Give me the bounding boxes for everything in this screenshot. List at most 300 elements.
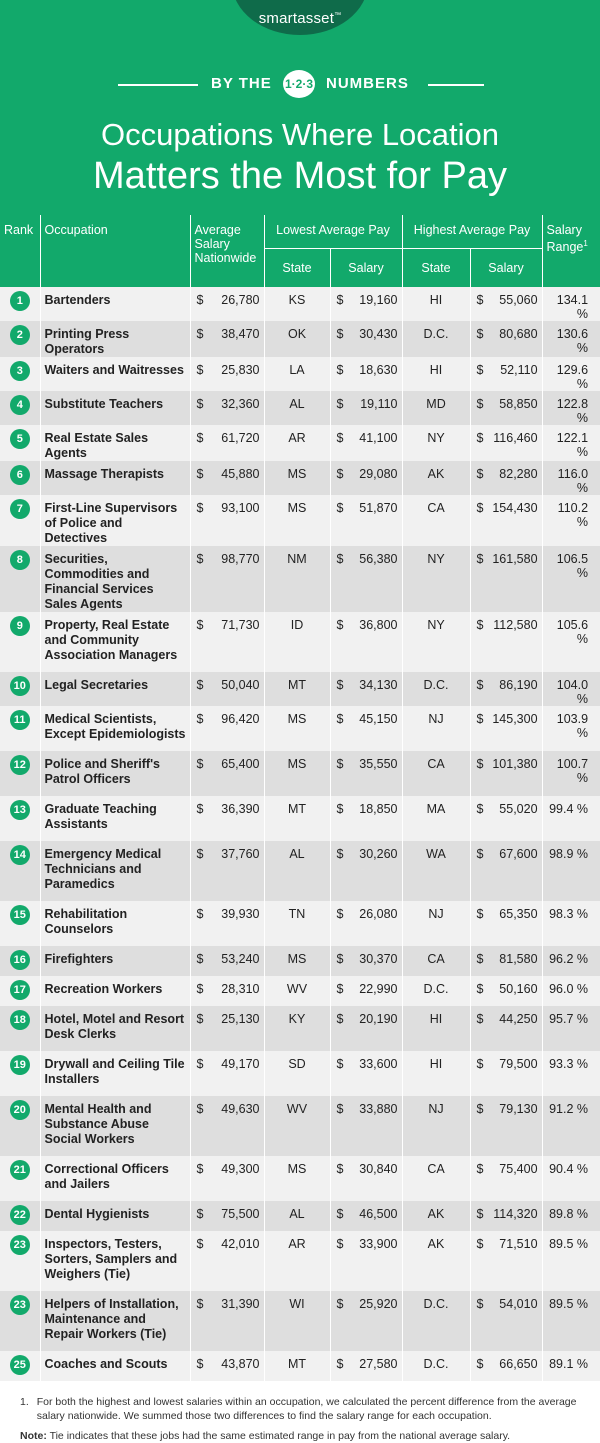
currency-symbol: $: [476, 430, 484, 445]
lowest-state-cell: MS: [264, 751, 330, 796]
highest-salary-cell-value: 82,280: [499, 466, 538, 481]
lowest-salary-cell: [330, 1231, 402, 1291]
lowest-salary-cell: [330, 946, 402, 976]
header-banner: [0, 0, 600, 215]
table-row: [0, 321, 600, 357]
highest-salary-cell: [470, 901, 542, 946]
lowest-state-cell: TN: [264, 901, 330, 946]
average-salary-cell-value: 25,130: [221, 1011, 260, 1026]
lowest-salary-cell-value: 33,900: [359, 1236, 398, 1251]
currency-symbol: $: [336, 1056, 344, 1071]
table-row: [0, 1291, 600, 1351]
lowest-salary-cell: [330, 1291, 402, 1351]
rank-cell: [0, 321, 40, 357]
lowest-salary-cell: [330, 1351, 402, 1381]
highest-salary-cell-value: 52,110: [500, 362, 538, 377]
rank-badge: 19: [10, 1055, 30, 1075]
highest-salary-cell: [470, 841, 542, 901]
lowest-salary-cell-value: 29,080: [359, 466, 398, 481]
lowest-salary-cell-value: 30,430: [359, 326, 398, 341]
lowest-salary-cell: [330, 287, 402, 321]
occupation-cell: Rehabilitation Counselors: [40, 901, 190, 946]
salary-range-cell: 110.2 %: [542, 495, 600, 546]
highest-salary-cell: [470, 1051, 542, 1096]
table-row: [0, 1231, 600, 1291]
table-row: [0, 841, 600, 901]
rank-badge: 11: [10, 710, 30, 730]
highest-salary-cell: [470, 672, 542, 706]
currency-symbol: $: [336, 756, 344, 771]
average-salary-cell-value: 71,730: [221, 617, 260, 632]
col-header-highest: Highest Average Pay: [402, 215, 542, 248]
highest-salary-cell-value: 44,250: [499, 1011, 538, 1026]
lowest-state-cell: MS: [264, 495, 330, 546]
table-body: [0, 287, 600, 1381]
average-salary-cell-value: 39,930: [221, 906, 260, 921]
currency-symbol: $: [336, 951, 344, 966]
salary-range-cell: 98.3 %: [542, 901, 600, 946]
currency-symbol: $: [476, 711, 484, 726]
table-row: [0, 751, 600, 796]
highest-salary-cell: [470, 391, 542, 425]
highest-salary-cell-value: 112,580: [493, 617, 538, 632]
currency-symbol: $: [336, 362, 344, 377]
rank-cell: [0, 1201, 40, 1231]
average-salary-cell-value: 49,300: [221, 1161, 260, 1176]
highest-salary-cell: [470, 461, 542, 495]
currency-symbol: $: [336, 396, 344, 411]
col-header-high-salary: Salary: [470, 248, 542, 287]
currency-symbol: $: [196, 396, 204, 411]
highest-salary-cell-value: 66,650: [499, 1356, 538, 1371]
currency-symbol: $: [336, 500, 344, 515]
rank-badge: 1: [10, 291, 30, 311]
lowest-salary-cell: [330, 672, 402, 706]
lowest-salary-cell: [330, 1156, 402, 1201]
currency-symbol: $: [476, 1296, 484, 1311]
rank-cell: [0, 546, 40, 612]
salary-range-cell: 89.5 %: [542, 1291, 600, 1351]
occupation-cell: Recreation Workers: [40, 976, 190, 1006]
lowest-state-cell: SD: [264, 1051, 330, 1096]
currency-symbol: $: [476, 677, 484, 692]
salary-range-cell: 98.9 %: [542, 841, 600, 901]
currency-symbol: $: [196, 846, 204, 861]
lowest-state-cell: KY: [264, 1006, 330, 1051]
lowest-salary-cell-value: 19,160: [359, 292, 398, 307]
table-row: [0, 357, 600, 391]
salary-range-cell: 89.8 %: [542, 1201, 600, 1231]
table-row: [0, 1201, 600, 1231]
average-salary-cell: [190, 461, 264, 495]
lowest-salary-cell-value: 30,260: [359, 846, 398, 861]
currency-symbol: $: [476, 1011, 484, 1026]
rank-cell: [0, 901, 40, 946]
occupation-cell: Dental Hygienists: [40, 1201, 190, 1231]
currency-symbol: $: [476, 362, 484, 377]
table-row: [0, 425, 600, 461]
currency-symbol: $: [196, 466, 204, 481]
highest-state-cell: CA: [402, 946, 470, 976]
highest-state-cell: CA: [402, 751, 470, 796]
currency-symbol: $: [336, 292, 344, 307]
currency-symbol: $: [476, 1101, 484, 1116]
highest-salary-cell-value: 65,350: [499, 906, 538, 921]
currency-symbol: $: [476, 756, 484, 771]
table-row: [0, 1006, 600, 1051]
salary-range-cell: 106.5 %: [542, 546, 600, 612]
currency-symbol: $: [196, 1011, 204, 1026]
highest-state-cell: D.C.: [402, 1351, 470, 1381]
rank-badge: 8: [10, 550, 30, 570]
col-header-range: [542, 215, 600, 287]
average-salary-cell-value: 93,100: [221, 500, 260, 515]
salary-range-cell: 89.5 %: [542, 1231, 600, 1291]
highest-salary-cell-value: 54,010: [499, 1296, 538, 1311]
currency-symbol: $: [336, 846, 344, 861]
lowest-salary-cell-value: 30,840: [359, 1161, 398, 1176]
currency-symbol: $: [476, 466, 484, 481]
table-row: [0, 706, 600, 751]
highest-state-cell: AK: [402, 1201, 470, 1231]
rank-cell: [0, 357, 40, 391]
lowest-salary-cell-value: 27,580: [359, 1356, 398, 1371]
lowest-salary-cell: [330, 1006, 402, 1051]
highest-state-cell: WA: [402, 841, 470, 901]
highest-salary-cell-value: 58,850: [499, 396, 538, 411]
highest-state-cell: D.C.: [402, 1291, 470, 1351]
badge-left-text: BY THE: [211, 75, 272, 92]
currency-symbol: $: [336, 711, 344, 726]
occupation-cell: Medical Scientists, Except Epidemiologists: [40, 706, 190, 751]
salary-range-cell: 93.3 %: [542, 1051, 600, 1096]
currency-symbol: $: [476, 1236, 484, 1251]
highest-salary-cell: [470, 1156, 542, 1201]
rank-cell: [0, 1231, 40, 1291]
table-row: [0, 461, 600, 495]
average-salary-cell: [190, 1006, 264, 1051]
brand-logo[interactable]: [0, 10, 600, 27]
average-salary-cell-value: 49,630: [221, 1101, 260, 1116]
footnote-text: For both the highest and lowest salaries within an occupation, we calculated the percent difference from the average salary nationwide. We summed those two differences to find the salary range for each occupation.: [36, 1395, 577, 1422]
highest-salary-cell: [470, 1096, 542, 1156]
rank-cell: [0, 706, 40, 751]
average-salary-cell: [190, 495, 264, 546]
average-salary-cell: [190, 1096, 264, 1156]
salary-range-cell: 100.7 %: [542, 751, 600, 796]
average-salary-cell-value: 31,390: [221, 1296, 260, 1311]
currency-symbol: $: [336, 906, 344, 921]
highest-salary-cell-value: 145,300: [492, 711, 538, 726]
highest-state-cell: HI: [402, 287, 470, 321]
highest-state-cell: D.C.: [402, 976, 470, 1006]
highest-state-cell: HI: [402, 357, 470, 391]
average-salary-cell-value: 45,880: [221, 466, 260, 481]
lowest-state-cell: AL: [264, 391, 330, 425]
highest-salary-cell: [470, 796, 542, 841]
currency-symbol: $: [336, 1236, 344, 1251]
occupation-cell: Coaches and Scouts: [40, 1351, 190, 1381]
table-row: [0, 976, 600, 1006]
average-salary-cell: [190, 796, 264, 841]
currency-symbol: $: [196, 1206, 204, 1221]
average-salary-cell-value: 49,170: [221, 1056, 260, 1071]
currency-symbol: $: [196, 951, 204, 966]
rank-badge: 23: [10, 1235, 30, 1255]
lowest-salary-cell: [330, 706, 402, 751]
highest-state-cell: HI: [402, 1006, 470, 1051]
currency-symbol: $: [476, 551, 484, 566]
currency-symbol: $: [196, 1236, 204, 1251]
currency-symbol: $: [196, 1296, 204, 1311]
col-header-range-sup: 1: [583, 239, 588, 248]
lowest-salary-cell-value: 25,920: [359, 1296, 398, 1311]
average-salary-cell: [190, 841, 264, 901]
average-salary-cell: [190, 946, 264, 976]
table-row: [0, 391, 600, 425]
currency-symbol: $: [336, 430, 344, 445]
average-salary-cell-value: 96,420: [221, 711, 260, 726]
currency-symbol: $: [196, 326, 204, 341]
occupation-cell: Hotel, Motel and Resort Desk Clerks: [40, 1006, 190, 1051]
lowest-salary-cell-value: 45,150: [359, 711, 398, 726]
currency-symbol: $: [336, 1206, 344, 1221]
lowest-salary-cell-value: 30,370: [359, 951, 398, 966]
currency-symbol: $: [196, 906, 204, 921]
occupation-cell: Substitute Teachers: [40, 391, 190, 425]
average-salary-cell: [190, 1156, 264, 1201]
currency-symbol: $: [196, 617, 204, 632]
lowest-salary-cell: [330, 357, 402, 391]
average-salary-cell-value: 65,400: [221, 756, 260, 771]
occupation-cell: Police and Sheriff's Patrol Officers: [40, 751, 190, 796]
average-salary-cell-value: 38,470: [221, 326, 260, 341]
badge-line-left: [118, 84, 198, 86]
lowest-state-cell: KS: [264, 287, 330, 321]
highest-salary-cell: [470, 425, 542, 461]
lowest-salary-cell: [330, 461, 402, 495]
table-row: [0, 946, 600, 976]
highest-salary-cell-value: 50,160: [499, 981, 538, 996]
currency-symbol: $: [476, 1161, 484, 1176]
lowest-salary-cell: [330, 425, 402, 461]
average-salary-cell-value: 53,240: [221, 951, 260, 966]
rank-cell: [0, 976, 40, 1006]
average-salary-cell: [190, 1201, 264, 1231]
highest-salary-cell-value: 114,320: [493, 1206, 538, 1221]
average-salary-cell: [190, 425, 264, 461]
currency-symbol: $: [196, 362, 204, 377]
lowest-salary-cell: [330, 1051, 402, 1096]
highest-salary-cell: [470, 287, 542, 321]
lowest-salary-cell: [330, 976, 402, 1006]
salary-range-cell: 90.4 %: [542, 1156, 600, 1201]
tie-note: [20, 1429, 580, 1443]
highest-salary-cell: [470, 1351, 542, 1381]
currency-symbol: $: [196, 500, 204, 515]
lowest-salary-cell-value: 56,380: [359, 551, 398, 566]
rank-badge: 20: [10, 1100, 30, 1120]
lowest-state-cell: MT: [264, 796, 330, 841]
salary-range-cell: 103.9 %: [542, 706, 600, 751]
salary-range-cell: 122.1 %: [542, 425, 600, 461]
currency-symbol: $: [476, 326, 484, 341]
lowest-salary-cell: [330, 841, 402, 901]
average-salary-cell-value: 37,760: [221, 846, 260, 861]
table-row: [0, 1351, 600, 1381]
highest-state-cell: AK: [402, 1231, 470, 1291]
rank-cell: [0, 841, 40, 901]
rank-badge: 21: [10, 1160, 30, 1180]
currency-symbol: $: [196, 430, 204, 445]
lowest-state-cell: MS: [264, 461, 330, 495]
currency-symbol: $: [336, 326, 344, 341]
lowest-salary-cell-value: 46,500: [359, 1206, 398, 1221]
rank-badge: 13: [10, 800, 30, 820]
lowest-salary-cell-value: 34,130: [359, 677, 398, 692]
highest-state-cell: CA: [402, 495, 470, 546]
lowest-salary-cell: [330, 391, 402, 425]
currency-symbol: $: [336, 617, 344, 632]
rank-badge: 14: [10, 845, 30, 865]
currency-symbol: $: [196, 292, 204, 307]
lowest-state-cell: NM: [264, 546, 330, 612]
col-header-high-state: State: [402, 248, 470, 287]
rank-badge: 23: [10, 1295, 30, 1315]
rank-badge: 12: [10, 755, 30, 775]
lowest-salary-cell-value: 18,630: [359, 362, 398, 377]
badge-line-right: [428, 84, 484, 86]
occupation-cell: Real Estate Sales Agents: [40, 425, 190, 461]
highest-salary-cell: [470, 546, 542, 612]
average-salary-cell: [190, 901, 264, 946]
currency-symbol: $: [476, 846, 484, 861]
lowest-state-cell: AR: [264, 425, 330, 461]
lowest-salary-cell: [330, 1096, 402, 1156]
occupation-cell: Securities, Commodities and Financial Services Sales Agents: [40, 546, 190, 612]
salary-range-cell: 89.1 %: [542, 1351, 600, 1381]
occupation-cell: Bartenders: [40, 287, 190, 321]
currency-symbol: $: [336, 981, 344, 996]
average-salary-cell: [190, 672, 264, 706]
currency-symbol: $: [196, 981, 204, 996]
lowest-state-cell: MS: [264, 946, 330, 976]
lowest-salary-cell-value: 20,190: [359, 1011, 398, 1026]
lowest-salary-cell: [330, 546, 402, 612]
rank-badge: 6: [10, 465, 30, 485]
highest-state-cell: NJ: [402, 1096, 470, 1156]
highest-salary-cell-value: 75,400: [499, 1161, 538, 1176]
average-salary-cell: [190, 546, 264, 612]
rank-cell: [0, 751, 40, 796]
occupation-cell: Firefighters: [40, 946, 190, 976]
highest-state-cell: MD: [402, 391, 470, 425]
occupation-cell: Inspectors, Testers, Sorters, Samplers and Weighers (Tie): [40, 1231, 190, 1291]
salary-range-cell: 91.2 %: [542, 1096, 600, 1156]
salary-range-cell: 105.6 %: [542, 612, 600, 672]
rank-cell: [0, 1051, 40, 1096]
lowest-salary-cell: [330, 901, 402, 946]
average-salary-cell-value: 28,310: [221, 981, 260, 996]
average-salary-cell: [190, 391, 264, 425]
highest-salary-cell-value: 81,580: [499, 951, 538, 966]
rank-badge: 18: [10, 1010, 30, 1030]
rank-badge: 3: [10, 361, 30, 381]
rank-badge: 22: [10, 1205, 30, 1225]
currency-symbol: $: [196, 801, 204, 816]
rank-badge: 7: [10, 499, 30, 519]
highest-salary-cell: [470, 321, 542, 357]
rank-cell: [0, 1096, 40, 1156]
currency-symbol: $: [476, 1356, 484, 1371]
occupation-cell: Drywall and Ceiling Tile Installers: [40, 1051, 190, 1096]
highest-salary-cell-value: 80,680: [499, 326, 538, 341]
rank-cell: [0, 391, 40, 425]
highest-state-cell: D.C.: [402, 672, 470, 706]
salary-range-cell: 95.7 %: [542, 1006, 600, 1051]
table-row: [0, 796, 600, 841]
currency-symbol: $: [336, 466, 344, 481]
salary-range-cell: 134.1 %: [542, 287, 600, 321]
salary-range-cell: 104.0 %: [542, 672, 600, 706]
average-salary-cell: [190, 706, 264, 751]
currency-symbol: $: [476, 1206, 484, 1221]
salary-range-cell: 122.8 %: [542, 391, 600, 425]
currency-symbol: $: [336, 1101, 344, 1116]
rank-badge: 9: [10, 616, 30, 636]
lowest-salary-cell: [330, 495, 402, 546]
occupation-cell: Waiters and Waitresses: [40, 357, 190, 391]
lowest-state-cell: AR: [264, 1231, 330, 1291]
highest-salary-cell: [470, 751, 542, 796]
occupations-table: [0, 215, 600, 1381]
lowest-salary-cell: [330, 796, 402, 841]
currency-symbol: $: [476, 396, 484, 411]
highest-salary-cell-value: 86,190: [499, 677, 538, 692]
lowest-state-cell: MS: [264, 706, 330, 751]
highest-state-cell: NY: [402, 546, 470, 612]
average-salary-cell-value: 32,360: [221, 396, 260, 411]
lowest-salary-cell: [330, 612, 402, 672]
rank-cell: [0, 287, 40, 321]
highest-salary-cell: [470, 612, 542, 672]
currency-symbol: $: [196, 1101, 204, 1116]
rank-badge: 17: [10, 980, 30, 1000]
col-header-low-state: State: [264, 248, 330, 287]
currency-symbol: $: [196, 711, 204, 726]
currency-symbol: $: [336, 1356, 344, 1371]
lowest-salary-cell-value: 22,990: [359, 981, 398, 996]
brand-trademark: ™: [334, 12, 342, 19]
average-salary-cell-value: 75,500: [221, 1206, 260, 1221]
col-header-lowest: Lowest Average Pay: [264, 215, 402, 248]
average-salary-cell-value: 42,010: [221, 1236, 260, 1251]
footnote: [20, 1395, 580, 1423]
lowest-salary-cell-value: 26,080: [359, 906, 398, 921]
highest-salary-cell: [470, 495, 542, 546]
highest-salary-cell: [470, 1006, 542, 1051]
average-salary-cell-value: 43,870: [221, 1356, 260, 1371]
highest-salary-cell: [470, 1291, 542, 1351]
lowest-state-cell: AL: [264, 1201, 330, 1231]
currency-symbol: $: [336, 1011, 344, 1026]
average-salary-cell: [190, 612, 264, 672]
lowest-state-cell: WV: [264, 976, 330, 1006]
footer-notes: [0, 1381, 600, 1443]
rank-cell: [0, 612, 40, 672]
lowest-salary-cell: [330, 751, 402, 796]
highest-salary-cell: [470, 1201, 542, 1231]
